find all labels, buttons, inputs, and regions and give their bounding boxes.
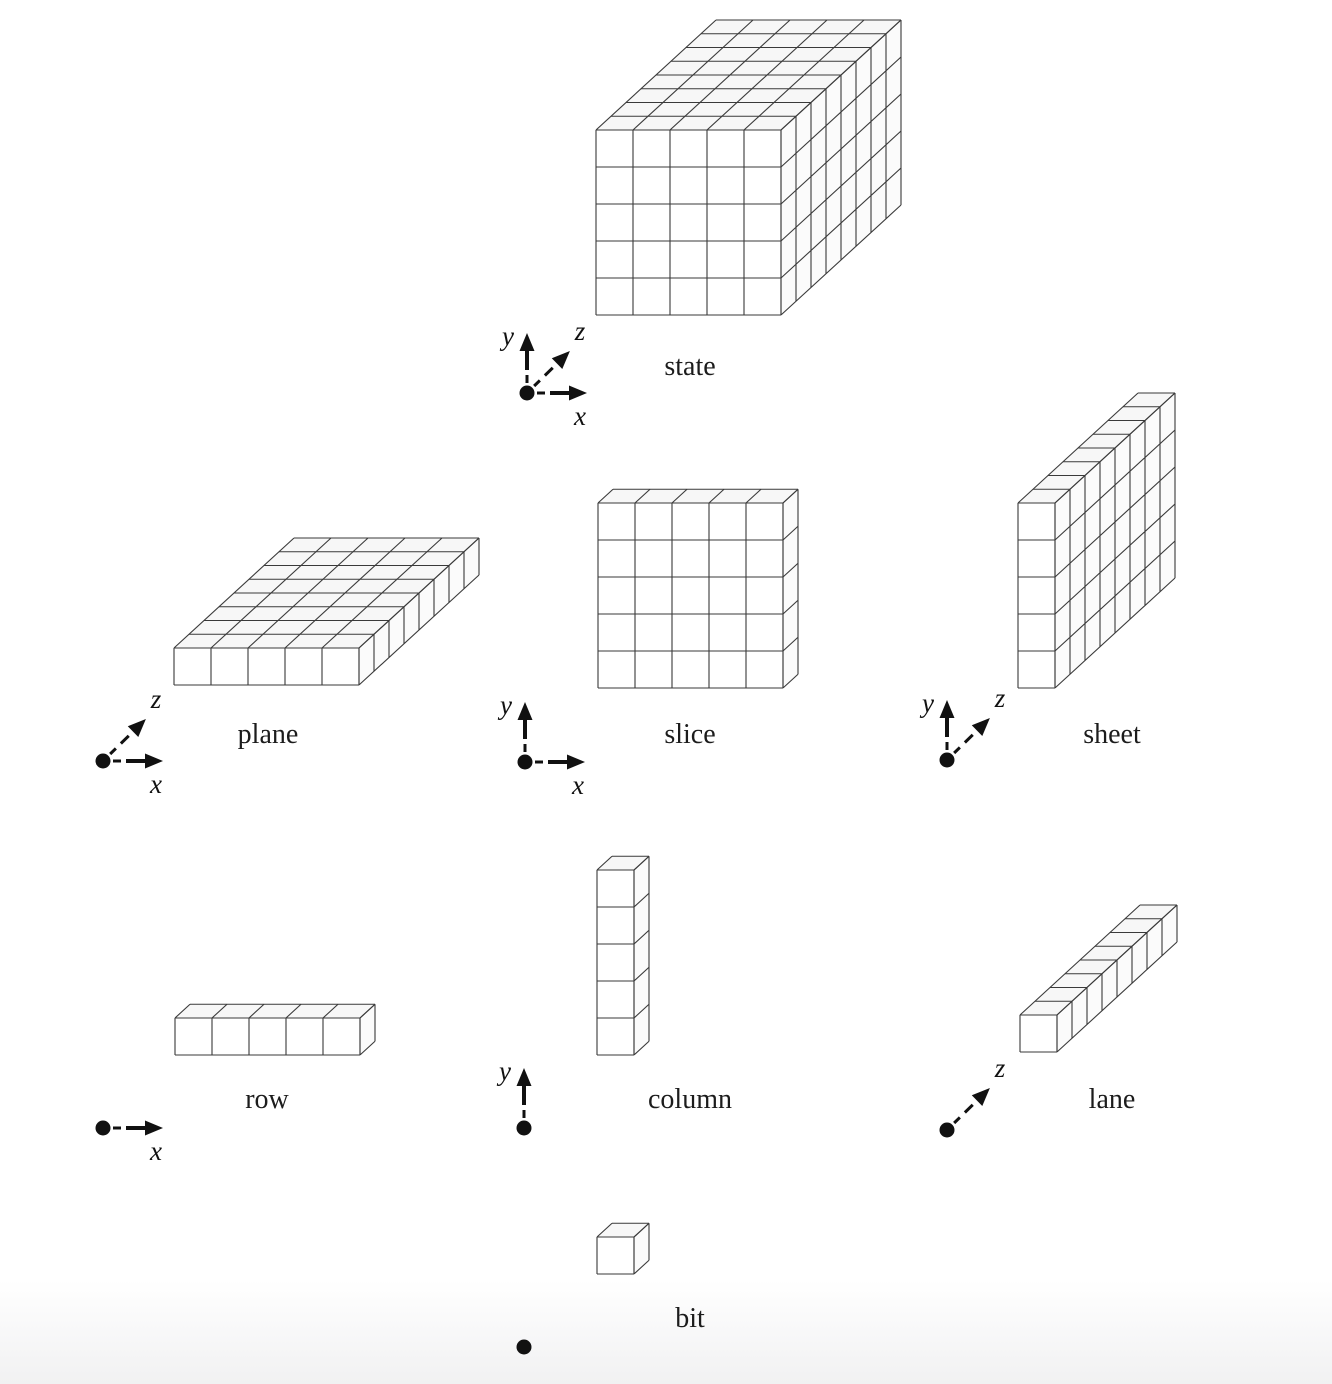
sheet-label: sheet — [1083, 719, 1141, 750]
axis-label-z: z — [574, 316, 586, 346]
lane-cuboid — [1020, 905, 1177, 1052]
part-row — [96, 1004, 376, 1166]
axis-origin-dot — [940, 753, 955, 768]
state-cuboid — [596, 20, 901, 315]
plane-label: plane — [237, 719, 299, 750]
side-face — [634, 856, 649, 1055]
lane-axes — [940, 1053, 1006, 1138]
axis-label-x: x — [572, 770, 584, 800]
front-face — [598, 503, 783, 688]
bit-axes — [517, 1340, 532, 1355]
axis-label-y: y — [502, 321, 514, 351]
axis-origin-dot — [96, 754, 111, 769]
front-face — [597, 1237, 634, 1274]
plane-cuboid — [174, 538, 479, 685]
axis-arrow-z — [110, 684, 162, 754]
row-label: row — [245, 1084, 289, 1115]
axis-arrow-x — [537, 386, 587, 432]
state-axes — [499, 316, 587, 431]
axis-arrow-z — [954, 683, 1006, 753]
axis-arrow-z — [954, 1053, 1006, 1123]
part-sheet — [919, 393, 1175, 768]
front-face — [597, 870, 634, 1055]
sheet-axes — [919, 683, 1006, 768]
column-axes — [496, 1056, 531, 1136]
part-column — [496, 856, 732, 1135]
front-face — [596, 130, 781, 315]
axis-arrow-y — [497, 690, 532, 752]
column-label: column — [648, 1084, 732, 1115]
axis-origin-dot — [518, 755, 533, 770]
front-face — [174, 648, 359, 685]
axis-label-z: z — [150, 684, 162, 714]
part-lane — [940, 905, 1178, 1138]
axis-arrow-y — [496, 1056, 531, 1118]
top-face — [598, 489, 798, 503]
top-face — [175, 1004, 375, 1018]
axis-origin-dot — [517, 1121, 532, 1136]
axis-label-x: x — [574, 401, 586, 431]
front-face — [1018, 503, 1055, 688]
bit-label: bit — [675, 1303, 705, 1334]
axis-origin-dot — [96, 1121, 111, 1136]
front-face — [175, 1018, 360, 1055]
column-cuboid — [597, 856, 649, 1055]
slice-label: slice — [664, 719, 716, 750]
part-slice — [497, 489, 798, 800]
axis-origin-dot — [940, 1123, 955, 1138]
axis-label-y: y — [500, 690, 512, 720]
lane-label: lane — [1088, 1084, 1136, 1115]
part-bit — [517, 1223, 705, 1354]
slice-axes — [497, 690, 585, 800]
sheet-cuboid — [1018, 393, 1175, 688]
slice-cuboid — [598, 489, 798, 688]
axis-arrow-y — [919, 688, 954, 750]
axis-arrow-y — [499, 321, 534, 383]
axis-label-x: x — [150, 1136, 162, 1166]
part-plane — [96, 538, 480, 799]
bit-cuboid — [597, 1223, 649, 1274]
axis-label-y: y — [499, 1056, 511, 1086]
state-label: state — [664, 351, 716, 382]
plane-axes — [96, 684, 164, 799]
part-state — [499, 20, 901, 431]
axis-origin-dot — [520, 386, 535, 401]
axis-label-z: z — [994, 683, 1006, 713]
row-axes — [96, 1121, 164, 1167]
side-face — [783, 489, 798, 688]
axis-arrow-x — [535, 755, 585, 801]
axis-label-x: x — [150, 769, 162, 799]
axis-label-y: y — [922, 688, 934, 718]
axis-arrow-x — [113, 754, 163, 800]
front-face — [1020, 1015, 1057, 1052]
axis-origin-dot — [517, 1340, 532, 1355]
axis-arrow-z — [534, 316, 586, 386]
row-cuboid — [175, 1004, 375, 1055]
axis-label-z: z — [994, 1053, 1006, 1083]
axis-arrow-x — [113, 1121, 163, 1167]
